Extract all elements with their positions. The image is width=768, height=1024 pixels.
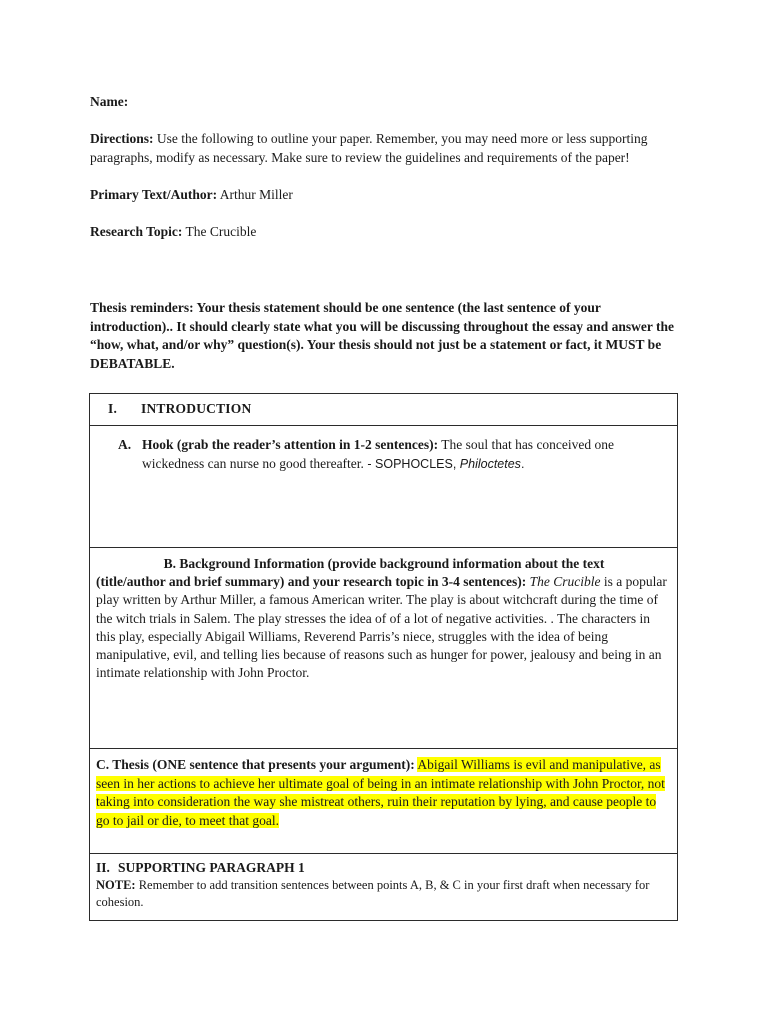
thesis-section (96, 756, 672, 830)
thesis-label: C. Thesis (ONE sentence that presents your argument): (96, 757, 415, 772)
sp1-numeral: II. (96, 860, 110, 875)
hook-body (142, 435, 674, 474)
outline-table (89, 393, 678, 921)
intro-numeral: I. (108, 401, 118, 416)
hook-quote: The soul that has conceived one wickedness can nurse no good thereafter. (142, 437, 615, 471)
supporting-paragraph-row (90, 854, 677, 920)
thesis-row (90, 749, 677, 854)
background-title: The Crucible (526, 574, 601, 590)
topic-label: Research Topic: (90, 224, 183, 239)
supporting-paragraph-section (96, 859, 672, 910)
name-label: Name: (90, 94, 129, 109)
background-row (90, 548, 677, 749)
directions (90, 130, 680, 167)
background-label-line2: (title/author and brief summary) and your research topic in 3-4 sentences): (96, 574, 527, 590)
primary-text-author (90, 186, 293, 205)
research-topic (90, 223, 256, 242)
name-field (90, 93, 128, 112)
hook-attribution: - SOPHOCLES, (363, 457, 460, 471)
hook-label: Hook (grab the reader’s attention in 1-2 sentences): (142, 437, 439, 452)
hook-work: Philoctetes (459, 457, 521, 471)
topic-value: The Crucible (182, 224, 257, 239)
note (96, 877, 672, 910)
thesis-reminders: Thesis reminders: Your thesis statement should be one sentence (the last sentence of your introduction).. It should clearly state what you will be discussing throughout the essay and answer the “how, what, and/or why” question(s). Your thesis should not just be a statement or fact, it MUST be DEBATABLE. (90, 300, 674, 371)
background-label-line1: B. Background Information (provide background information about the text (163, 556, 605, 571)
sp1-title: SUPPORTING PARAGRAPH 1 (118, 860, 305, 875)
note-text: Remember to add transition sentences between points A, B, & C in your first draft when necessary for cohesion. (96, 878, 650, 909)
directions-label: Directions: (90, 131, 154, 146)
thesis-text: Abigail Williams is evil and manipulative, as seen in her actions to achieve her ultimate goal of being in an intimate relationship with John Proctor, not taking into consideration the way she mistreat others, ruin their reputation by lying, and cause people to go to jail or die, to meet that goal. (96, 757, 665, 828)
intro-title: INTRODUCTION (141, 401, 252, 416)
hook-section (118, 435, 674, 474)
primary-label: Primary Text/Author: (90, 187, 218, 202)
hook-letter: A. (118, 437, 132, 452)
hook-row (90, 426, 677, 548)
introduction-heading (108, 401, 251, 417)
primary-value: Arthur Miller (217, 187, 293, 202)
background-text: is a popular play written by Arthur Miller, a famous American writer. The play is about witchcraft during the time of the witch trials in Salem. The play stresses the idea of of a lot of negative activities. . The characters in this play, especially Abigail Williams, Reverend Parris’s niece, struggles with the idea of being manipulative, evil, and telling lies because of reasons such as hunger for power, jealousy and being in an intimate relationship with John Proctor. (96, 574, 667, 681)
directions-text: Use the following to outline your paper. Remember, you may need more or less supporting paragraphs, modify as necessary. Make sure to review the guidelines and requirements of the paper! (90, 131, 648, 165)
supporting-paragraph-heading (96, 859, 672, 877)
note-label: NOTE: (96, 878, 136, 892)
introduction-row (90, 394, 677, 426)
background-section (96, 555, 672, 682)
hook-period: . (520, 457, 525, 471)
